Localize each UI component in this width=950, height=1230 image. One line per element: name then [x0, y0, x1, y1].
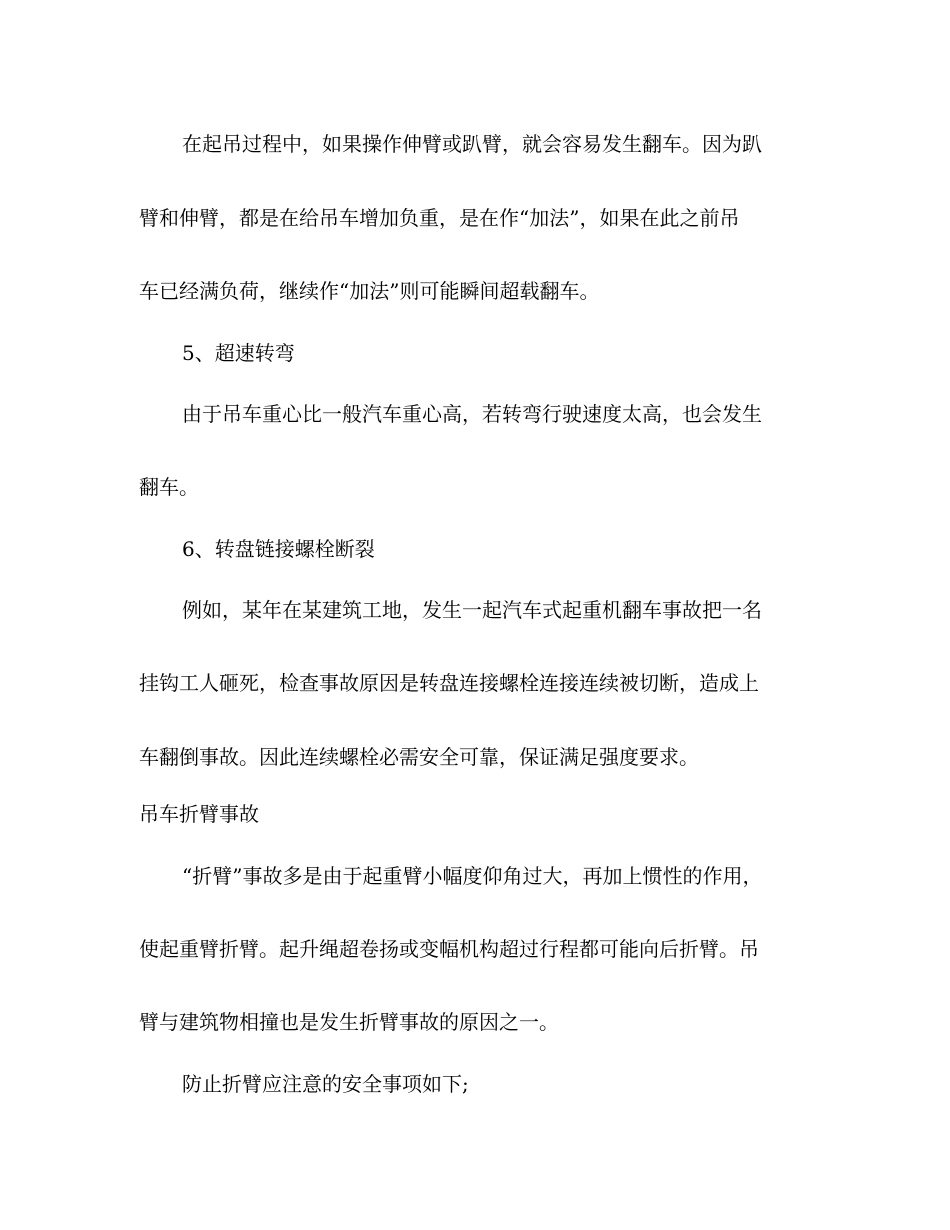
- section-heading-boom-break-accident: 吊车折臂事故: [139, 802, 259, 826]
- paragraph-bolt-example-line-2: 挂钩工人砸死，检查事故原因是转盘连接螺栓连接连续被切断，造成上: [139, 671, 759, 695]
- heading-turntable-bolt-fracture: 6、转盘链接螺栓断裂: [182, 537, 375, 561]
- heading-overspeed-turning: 5、超速转弯: [182, 341, 295, 365]
- paragraph-crane-arm-line-1: 在起吊过程中，如果操作伸臂或趴臂，就会容易发生翻车。因为趴: [182, 132, 762, 156]
- paragraph-boom-break-line-2: 使起重臂折臂。起升绳超卷扬或变幅机构超过行程都可能向后折臂。吊: [139, 937, 759, 961]
- paragraph-bolt-example-line-3: 车翻倒事故。因此连续螺栓必需安全可靠，保证满足强度要求。: [139, 745, 699, 769]
- paragraph-overspeed-line-1: 由于吊车重心比一般汽车重心高，若转弯行驶速度太高，也会发生: [182, 402, 762, 426]
- paragraph-prevention-intro: 防止折臂应注意的安全事项如下;: [182, 1072, 469, 1096]
- paragraph-crane-arm-line-2: 臂和伸臂，都是在给吊车增加负重，是在作“加法”，如果在此之前吊: [139, 206, 740, 230]
- paragraph-overspeed-line-2: 翻车。: [139, 475, 199, 499]
- paragraph-crane-arm-line-3: 车已经满负荷，继续作“加法”则可能瞬间超载翻车。: [139, 279, 600, 303]
- paragraph-boom-break-line-3: 臂与建筑物相撞也是发生折臂事故的原因之一。: [139, 1010, 559, 1034]
- paragraph-bolt-example-line-1: 例如，某年在某建筑工地，发生一起汽车式起重机翻车事故把一名: [182, 598, 762, 622]
- paragraph-boom-break-line-1: “折臂”事故多是由于起重臂小幅度仰角过大，再加上惯性的作用，: [182, 864, 763, 888]
